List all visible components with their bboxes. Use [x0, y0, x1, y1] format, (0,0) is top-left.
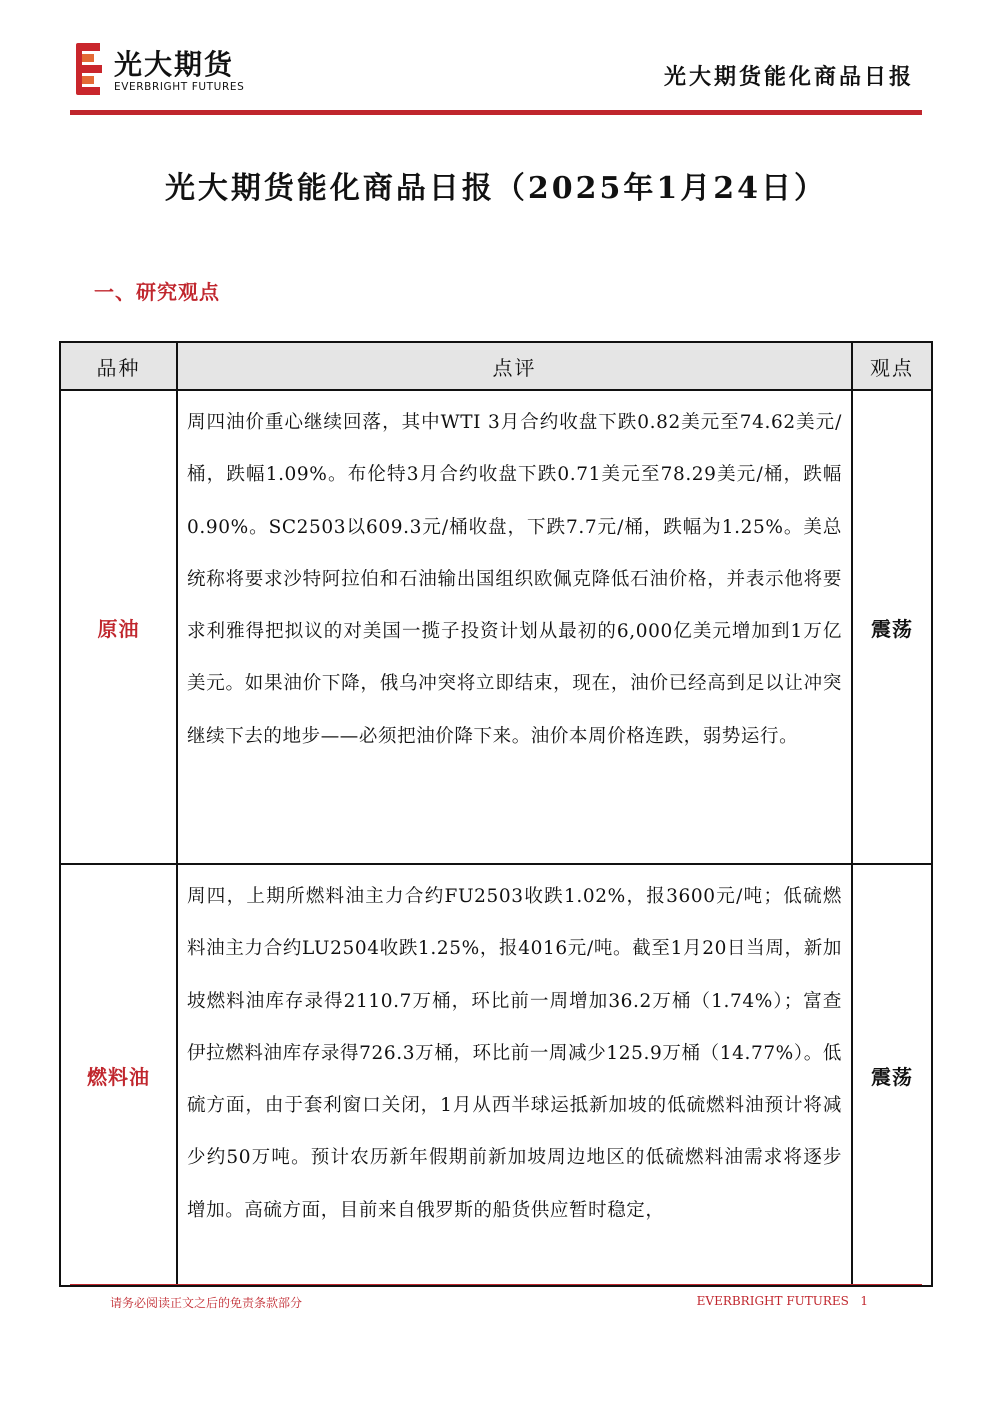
footer-disclaimer: 请务必阅读正文之后的免责条款部分 — [110, 1296, 303, 1310]
view-label: 震荡 — [852, 390, 932, 864]
footer-divider — [70, 1284, 922, 1285]
logo-text-cn: 光大期货 — [114, 48, 235, 81]
variety-name: 燃料油 — [60, 864, 177, 1286]
table-row — [60, 390, 932, 864]
section-title: 一、研究观点 — [94, 280, 220, 304]
header-comment: 点评 — [177, 342, 852, 390]
header-variety: 品种 — [60, 342, 177, 390]
table-header-row — [60, 342, 932, 390]
header-title: 光大期货能化商品日报 — [663, 64, 914, 90]
view-label: 震荡 — [852, 864, 932, 1286]
document-title: 光大期货能化商品日报（2025年1月24日） — [164, 171, 828, 206]
company-logo — [76, 41, 286, 97]
page-number: 1 — [860, 1294, 868, 1308]
header-view: 观点 — [852, 342, 932, 390]
logo-text-en: EVERBRIGHT FUTURES — [114, 81, 245, 93]
logo-icon — [76, 43, 102, 95]
research-table — [59, 341, 933, 1287]
footer-brand-page — [697, 1294, 868, 1308]
variety-name: 原油 — [60, 390, 177, 864]
table-row — [60, 864, 932, 1286]
comment-text: 周四，上期所燃料油主力合约FU2503收跌1.02%，报3600元/吨；低硫燃料油主力合约LU2504收跌1.25%，报4016元/吨。截至1月20日当周，新加坡燃料油库存录得2110.7万桶，环比前一周增加36.2万桶（1.74%）；富查伊拉燃料油库存录得726.3万桶，环比前一周减少125.9万桶（14.77%）。低硫方面，由于套利窗口关闭，1月从西半球运抵新加坡的低硫燃料油预计将减少约50万吨。预计农历新年假期前新加坡周边地区的低硫燃料油需求将逐步增加。高硫方面，目前来自俄罗斯的船货供应暂时稳定， — [177, 864, 852, 1286]
footer-brand: EVERBRIGHT FUTURES — [696, 1294, 849, 1308]
header-divider — [70, 110, 922, 115]
comment-text: 周四油价重心继续回落，其中WTI 3月合约收盘下跌0.82美元至74.62美元/桶，跌幅1.09%。布伦特3月合约收盘下跌0.71美元至78.29美元/桶，跌幅0.90%。SC2503以609.3元/桶收盘，下跌7.7元/桶，跌幅为1.25%。美总统称将要求沙特阿拉伯和石油输出国组织欧佩克降低石油价格，并表示他将要求利雅得把拟议的对美国一揽子投资计划从最初的6,000亿美元增加到1万亿美元。如果油价下降，俄乌冲突将立即结束，现在，油价已经高到足以让冲突继续下去的地步——必须把油价降下来。油价本周价格连跌，弱势运行。 — [177, 390, 852, 864]
